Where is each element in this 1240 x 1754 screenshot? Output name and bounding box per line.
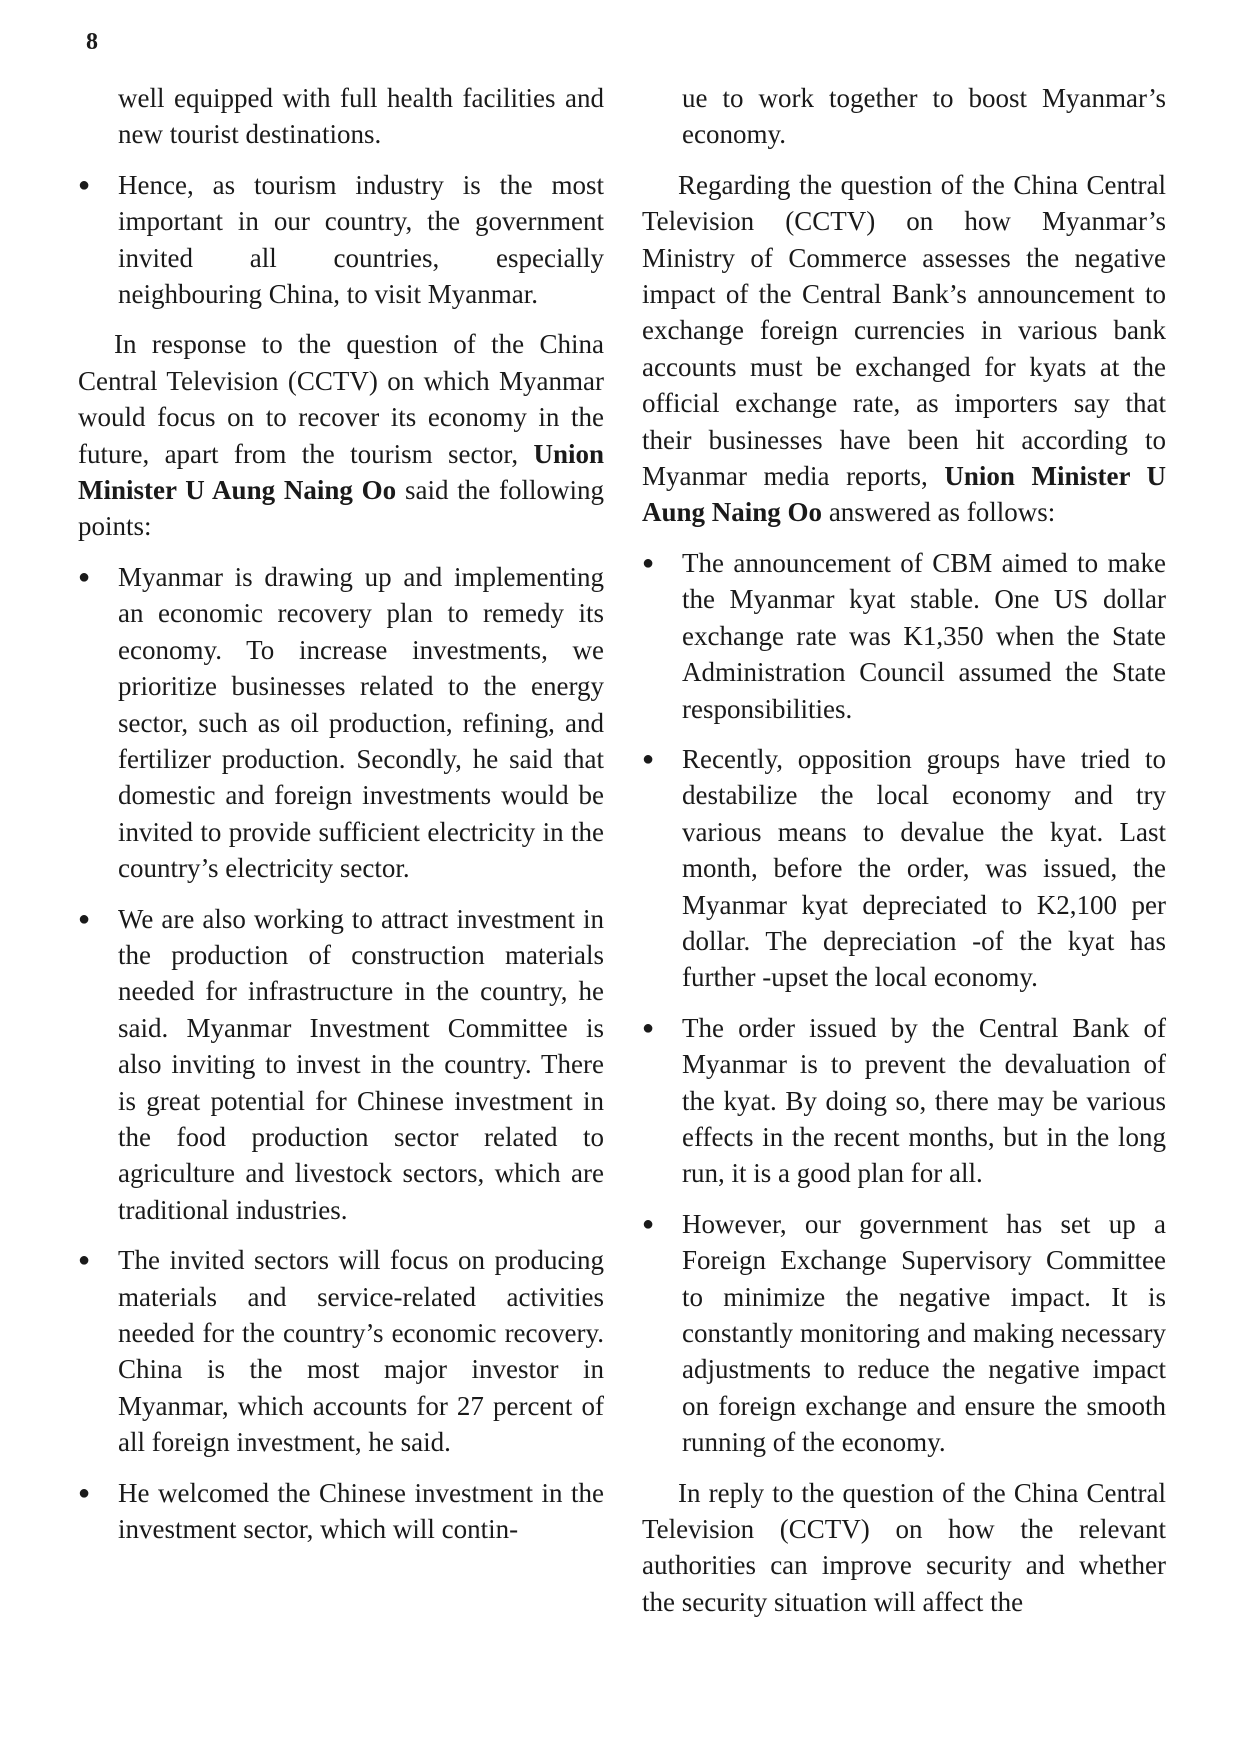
bullet-dot-icon: ●	[78, 565, 91, 588]
bullet-text: We are also working to attract investment in the production of construction materials needed for infrastructure in the country, he said. Myanmar Investment Committee is also inviting to invest in the country. There is great potential for Chinese investment in the food production sector related to agriculture and livestock sectors, which are traditional industries.	[118, 903, 604, 1225]
bullet-dot-icon: ●	[78, 173, 91, 196]
bullet-item	[78, 1242, 604, 1460]
bullet-dot-icon: ●	[642, 747, 655, 770]
continued-text: well equipped with full health facilities and new tourist destinations.	[118, 83, 604, 150]
bullet-item	[78, 1475, 604, 1548]
bullet-item	[78, 559, 604, 887]
paragraph-text: answered as follows:	[828, 497, 1056, 528]
bullet-item	[78, 167, 604, 313]
paragraph-text: In response to the question of the China Central Television (CCTV) on which Myanmar would focus on to recover its economy in the future, apart from the tourism sector,	[78, 329, 604, 469]
bullet-dot-icon: ●	[642, 1212, 655, 1235]
bullet-text: He welcomed the Chinese investment in the investment sector, which will contin-	[118, 1477, 604, 1545]
left-column	[78, 80, 604, 1561]
page-number: 8	[86, 29, 98, 55]
speaker-name: Union Minister U Aung Naing Oo	[78, 438, 604, 506]
paragraph	[78, 326, 604, 544]
bullet-text: The order issued by the Central Bank of Myanmar is to prevent the devaluation of the kyat. By doing so, there may be various effects in the recent months, but in the long run, it is a good plan for all.	[682, 1012, 1166, 1189]
bullet-dot-icon: ●	[78, 907, 91, 930]
bullet-item	[642, 1206, 1166, 1461]
paragraph-text: said the following points:	[78, 475, 604, 542]
bullet-text: Recently, opposition groups have tried to destabilize the local economy and try various means to devalue the kyat. Last month, before the order, was issued, the Myanmar kyat depreciated to K2,100 per dollar. The depreciation -of the kyat has further -upset the local economy.	[682, 743, 1166, 993]
bullet-dot-icon: ●	[78, 1481, 91, 1504]
bullet-item	[642, 741, 1166, 996]
bullet-dot-icon: ●	[642, 1016, 655, 1039]
bullet-dot-icon: ●	[78, 1249, 91, 1272]
speaker-name: Union Minister U Aung Naing Oo	[642, 461, 1166, 528]
paragraph	[642, 167, 1166, 531]
bullet-text: The invited sectors will focus on producing materials and service-related activities needed for the country’s economic recovery. China is the most major investor in Myanmar, which accounts for 27 percent of all foreign investment, he said.	[118, 1245, 604, 1458]
bullet-item	[78, 901, 604, 1229]
paragraph: In reply to the question of the China Central Television (CCTV) on how the relevant authorities can improve security and whether the security situation will affect the	[642, 1477, 1166, 1617]
bullet-item	[642, 545, 1166, 727]
bullet-text: Myanmar is drawing up and implementing an economic recovery plan to remedy its economy. To increase investments, we prioritize businesses related to the energy sector, such as oil production, refining, and fertilizer production. Secondly, he said that domestic and foreign investments would be invited to provide sufficient electricity in the country’s electricity sector.	[118, 561, 604, 884]
bullet-text: Hence, as tourism industry is the most important in our country, the government invited all countries, especially neighbouring China, to visit Myanmar.	[118, 169, 604, 310]
continued-text: ue to work together to boost Myanmar’s economy.	[682, 83, 1166, 150]
bullet-text: However, our government has set up a Foreign Exchange Supervisory Committee to minimize the negative impact. It is constantly monitoring and making necessary adjustments to reduce the negative impact on foreign exchange and ensure the smooth running of the economy.	[682, 1208, 1166, 1458]
paragraph-text: Regarding the question of the China Central Television (CCTV) on how Myanmar’s Ministry of Commerce assesses the negative impact of the Central Bank’s announcement to exchange foreign currencies in various bank accounts must be exchanged for kyats at the official exchange rate, as importers say that their businesses have been hit according to Myanmar media reports,	[642, 169, 1166, 492]
bullet-item	[642, 1010, 1166, 1192]
right-column	[642, 80, 1166, 1634]
bullet-dot-icon: ●	[642, 551, 655, 574]
bullet-text: The announcement of CBM aimed to make the Myanmar kyat stable. One US dollar exchange rate was K1,350 when the State Administration Council assumed the State responsibilities.	[682, 547, 1166, 724]
